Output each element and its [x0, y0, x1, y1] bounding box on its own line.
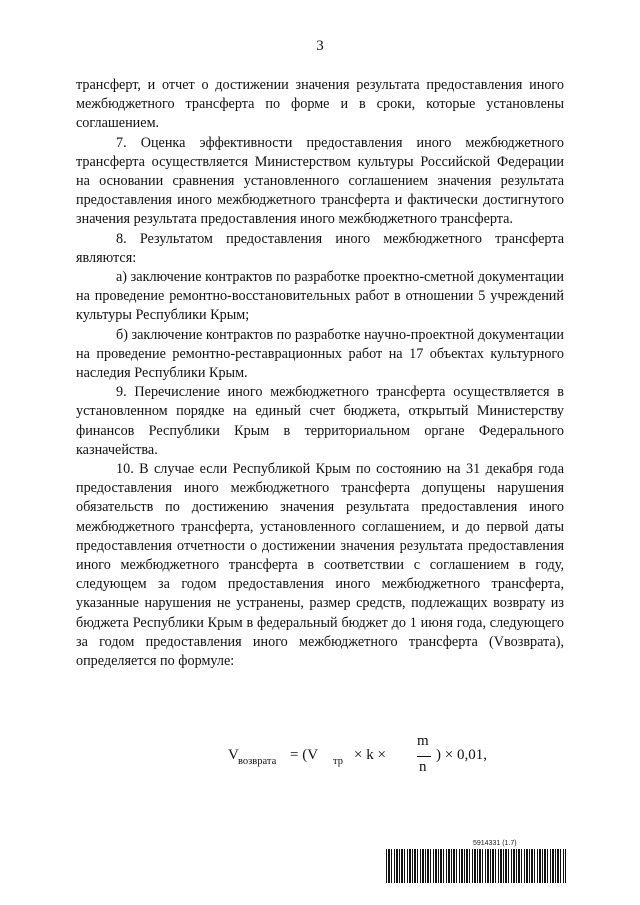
barcode [386, 849, 566, 883]
formula-eq-open: = (V [290, 747, 319, 763]
formula-denominator: n [419, 759, 427, 775]
paragraph-7: 7. Оценка эффективности предоставления иного межбюджетного трансферта осуществляется Министерством культуры Российской Федерации на основании сравнения установленного соглашением значения результата предоставления иного межбюджетного трансферта и фактически достигнутого значения результата предоставления иного межбюджетного трансферта. [76, 134, 564, 228]
formula-numerator: m [417, 733, 429, 749]
page-number: 3 [316, 38, 324, 54]
body-text [76, 76, 564, 671]
formula-tail: ) × 0,01, [436, 747, 487, 763]
fraction-line [417, 756, 431, 757]
paragraph-8: 8. Результатом предоставления иного межбюджетного трансферта являются: [76, 230, 564, 266]
paragraph-10: 10. В случае если Республикой Крым по состоянию на 31 декабря года предоставления иного межбюджетного трансферта допущены нарушения обязательств по достижению значения результата предоставления иного межбюджетного трансферта, установленного соглашением, и до первой даты предоставления отчетности о достижении значения результата предоставления иного межбюджетного трансферта в соответствии с соглашением в году, следующем за годом предоставления иного межбюджетного трансферта, указанные нарушения не устранены, размер средств, подлежащих возврату из бюджета Республики Крым в федеральный бюджет до 1 июня года, следующего за годом предоставления иного межбюджетного трансферта (Vвозврата), определяется по формуле: [76, 461, 564, 670]
formula-mid: × k × [354, 747, 386, 763]
formula-tr-subscript: тр [333, 756, 343, 767]
paragraph-8b: б) заключение контрактов по разработке научно-проектной документации на проведение ремонтно-реставрационных работ на 17 объектах культурного наследия Республики Крым. [76, 326, 564, 382]
formula-lhs-subscript: возврата [238, 756, 277, 767]
formula-lhs: V [228, 747, 239, 763]
paragraph-continuation: трансферт, и отчет о достижении значения результата предоставления иного межбюджетного трансферта по форме и в сроки, которые установлены соглашением. [76, 77, 564, 132]
paragraph-9: 9. Перечисление иного межбюджетного трансферта осуществляется в установленном порядке на единый счет бюджета, открытый Министерству финансов Республики Крым в территориальном органе Федерального казначейства. [76, 384, 564, 458]
barcode-label: 5914331 (1.7) [473, 840, 517, 847]
paragraph-8a: а) заключение контрактов по разработке проектно-сметной документации на проведение ремонтно-восстановительных работ в отношении 5 учреждений культуры Республики Крым; [76, 269, 564, 324]
